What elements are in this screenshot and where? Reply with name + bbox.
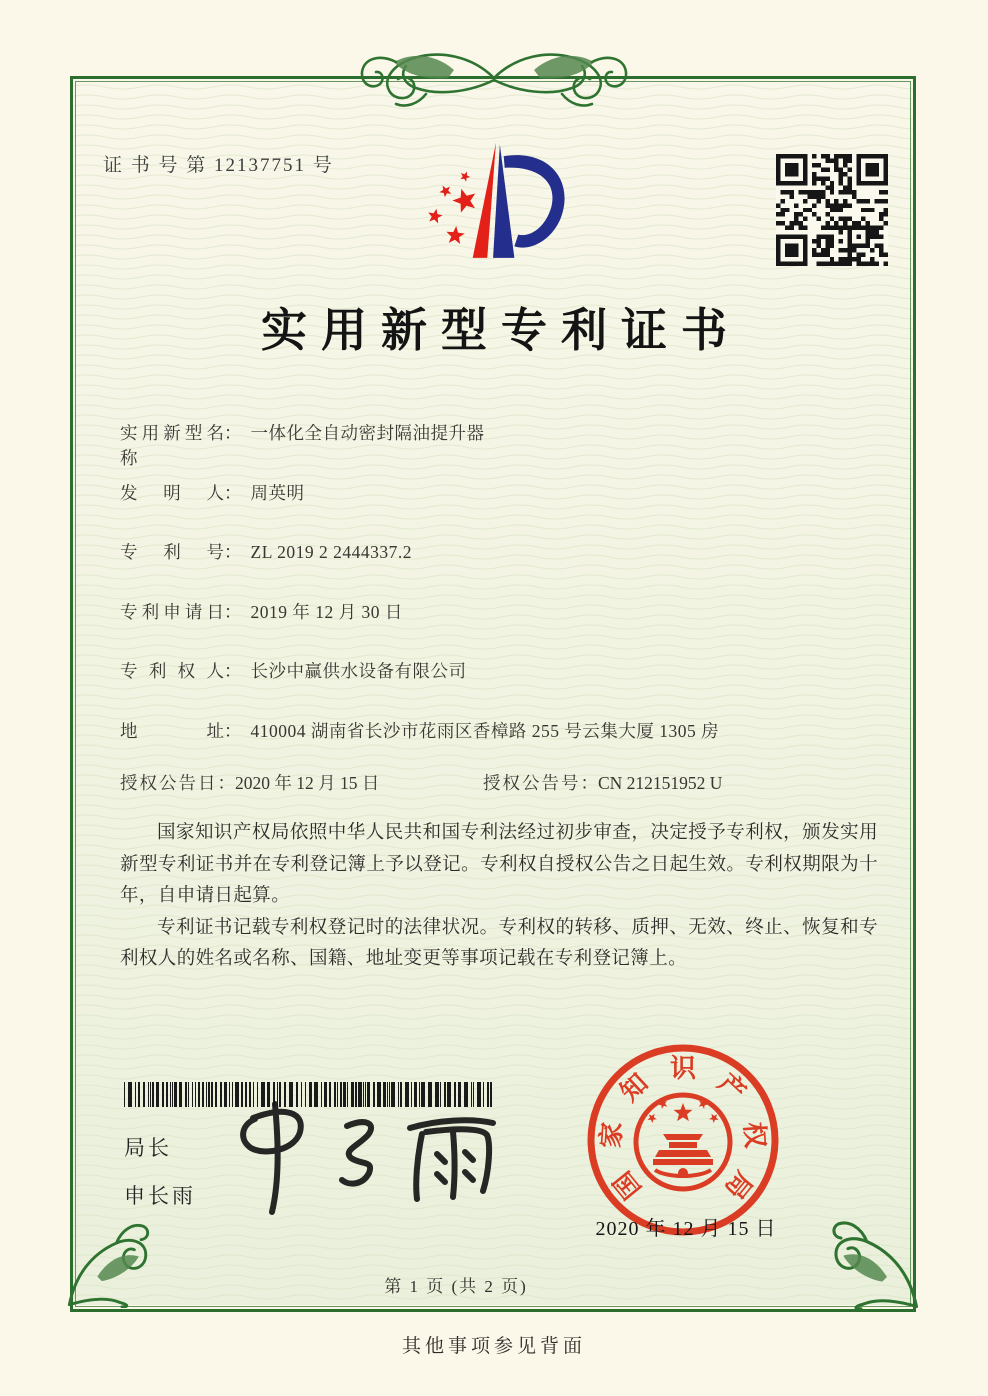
legal-paragraph-1: 国家知识产权局依照中华人民共和国专利法经过初步审查，决定授予专利权，颁发实用新型专利证书并在专利登记簿上予以登记。专利权自授权公告之日起生效。专利权期限为十年，自申请日起算。 [120, 823, 878, 906]
field-label: 地址 [120, 720, 224, 741]
grant-date-label: 授权公告日 [120, 773, 218, 793]
legal-paragraph-2: 专利证书记载专利权登记时的法律状况。专利权的转移、质押、无效、终止、恢复和专利权人的姓名或名称、国籍、地址变更等事项记载在专利登记簿上。 [120, 917, 878, 969]
field-value: 长沙中赢供水设备有限公司 [250, 661, 467, 681]
field-label: 发明人 [120, 482, 224, 503]
svg-text:国: 国 [607, 1165, 647, 1205]
officer-title: 局长 [124, 1136, 172, 1160]
field-colon: ： [224, 542, 242, 562]
field-value: 一体化全自动密封隔油提升器 [250, 423, 485, 443]
grant-number [483, 770, 722, 795]
legal-text [120, 818, 878, 976]
field-row-address [120, 718, 890, 778]
field-row-patentee [120, 658, 890, 718]
field-row-inventor [120, 480, 890, 540]
svg-text:识: 识 [669, 1054, 697, 1083]
svg-text:权: 权 [738, 1121, 770, 1149]
page-number: 第 1 页 (共 2 页) [384, 1277, 528, 1296]
grant-date [120, 773, 379, 793]
field-label: 专利号 [120, 542, 224, 562]
qr-code [776, 154, 888, 266]
official-seal [583, 1040, 783, 1240]
logo-red-wedge [473, 143, 496, 258]
certificate-title: 实用新型专利证书 [261, 305, 741, 356]
national-emblem [636, 1095, 730, 1189]
field-label: 专利申请日 [120, 601, 224, 622]
field-label: 专利权人 [120, 661, 224, 681]
field-colon: ： [224, 601, 242, 622]
field-value: 周英明 [250, 482, 305, 503]
officer-block [124, 1132, 196, 1228]
bottom-right-flourish-ornament [802, 1192, 920, 1310]
field-colon: ： [217, 773, 235, 793]
svg-text:产: 产 [712, 1068, 752, 1108]
svg-text:家: 家 [596, 1121, 628, 1149]
logo-p-bowl [504, 155, 565, 248]
svg-text:局: 局 [719, 1165, 759, 1205]
cnipa-logo [398, 131, 623, 286]
field-row-patent-no [120, 539, 890, 599]
footer-note: 其他事项参见背面 [401, 1336, 586, 1357]
grant-row [120, 770, 910, 795]
grant-date-value: 2020 年 12 月 15 日 [235, 773, 380, 793]
field-value: 2019 年 12 月 30 日 [250, 601, 403, 622]
officer-name: 申长雨 [124, 1184, 196, 1208]
signature-handwriting [225, 1098, 505, 1218]
field-label: 实用新型名称 [120, 423, 224, 468]
svg-text:知: 知 [614, 1068, 654, 1108]
seal-date: 2020 年 12 月 15 日 [595, 1218, 777, 1240]
field-colon: ： [224, 423, 242, 443]
certificate-number: 证 书 号 第 12137751 号 [103, 155, 334, 176]
grant-number-value: CN 212151952 U [598, 773, 723, 793]
field-colon: ： [224, 482, 242, 503]
field-row-filing-date [120, 599, 890, 659]
grant-number-label: 授权公告号 [483, 773, 581, 793]
field-colon: ： [224, 661, 242, 681]
field-colon: ： [224, 720, 242, 741]
field-colon: ： [580, 773, 598, 793]
field-row-name [120, 420, 890, 480]
field-list [120, 420, 890, 777]
field-value: ZL 2019 2 2444337.2 [250, 542, 412, 562]
field-value: 410004 湖南省长沙市花雨区香樟路 255 号云集大厦 1305 房 [250, 720, 720, 741]
